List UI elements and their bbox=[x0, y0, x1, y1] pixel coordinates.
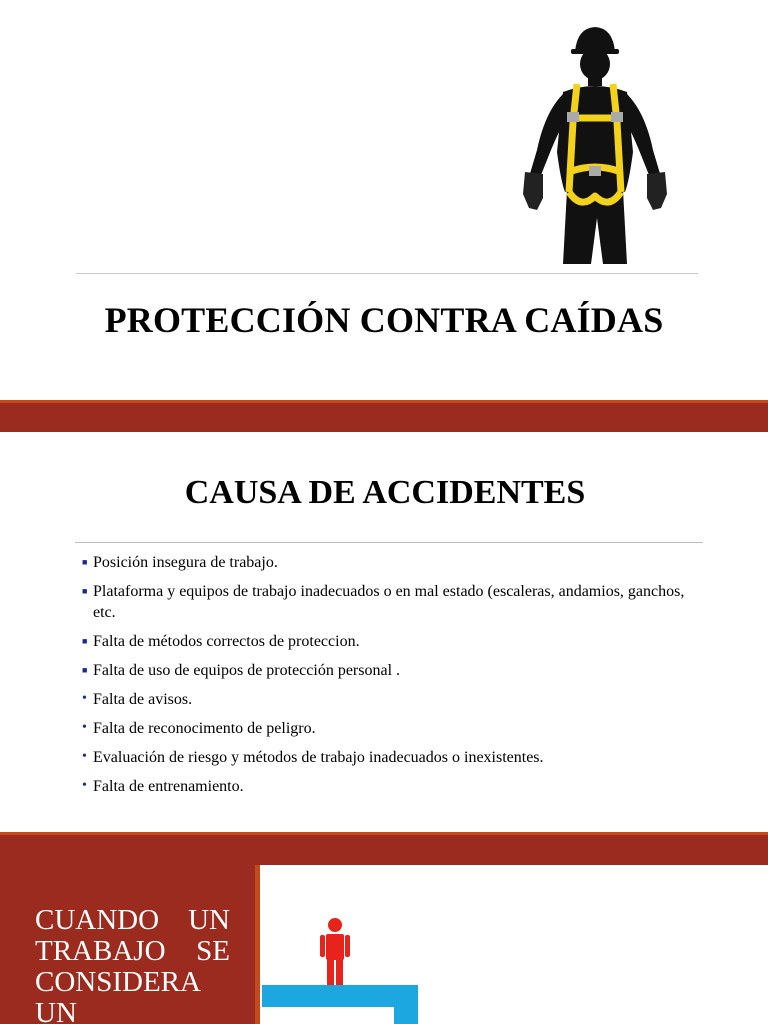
slide-when-work bbox=[0, 865, 768, 1024]
list-item: ■ Plataforma y equipos de trabajo inadecuados o en mal estado (escaleras, andamios, ganchos, etc. bbox=[82, 583, 685, 621]
slide-separator-band bbox=[0, 400, 768, 432]
list-item: • Evaluación de riesgo y métodos de trabajo inadecuados o inexistentes. bbox=[82, 747, 702, 768]
square-bullet-icon: ■ bbox=[82, 586, 88, 596]
list-item: ■ Posición insegura de trabajo. bbox=[82, 554, 278, 571]
round-bullet-icon: • bbox=[82, 778, 87, 793]
round-bullet-icon: • bbox=[82, 720, 87, 735]
question-text: CUANDO UN TRABAJO SE CONSIDERA UN bbox=[35, 904, 230, 1024]
list-item: • Falta de entrenamiento. bbox=[82, 776, 702, 797]
band-accent bbox=[0, 832, 768, 835]
question-panel bbox=[0, 865, 255, 1024]
round-bullet-icon: • bbox=[82, 691, 87, 706]
page-title: PROTECCIÓN CONTRA CAÍDAS bbox=[104, 300, 664, 340]
square-bullet-icon: ■ bbox=[82, 665, 88, 675]
section-title: CAUSA DE ACCIDENTES bbox=[184, 474, 586, 511]
causes-list bbox=[82, 552, 702, 805]
square-bullet-icon: ■ bbox=[82, 557, 88, 567]
list-item: ■ Falta de uso de equipos de protección personal . bbox=[82, 662, 401, 679]
platform-icon bbox=[262, 985, 418, 1024]
list-item: • Falta de reconocimento de peligro. bbox=[82, 718, 702, 739]
section-divider bbox=[75, 542, 703, 543]
slide-separator-band bbox=[0, 832, 768, 865]
worker-harness-image bbox=[515, 22, 675, 264]
slide-title bbox=[0, 0, 768, 400]
title-divider bbox=[76, 273, 698, 274]
round-bullet-icon: • bbox=[82, 749, 87, 764]
person-figure-icon bbox=[318, 917, 352, 989]
slide-causes bbox=[0, 432, 768, 832]
panel-accent-edge bbox=[255, 865, 260, 1024]
square-bullet-icon: ■ bbox=[82, 636, 88, 646]
band-accent bbox=[0, 400, 768, 403]
list-item: ■ Falta de métodos correctos de proteccion. bbox=[82, 633, 360, 650]
list-item: • Falta de avisos. bbox=[82, 689, 702, 710]
